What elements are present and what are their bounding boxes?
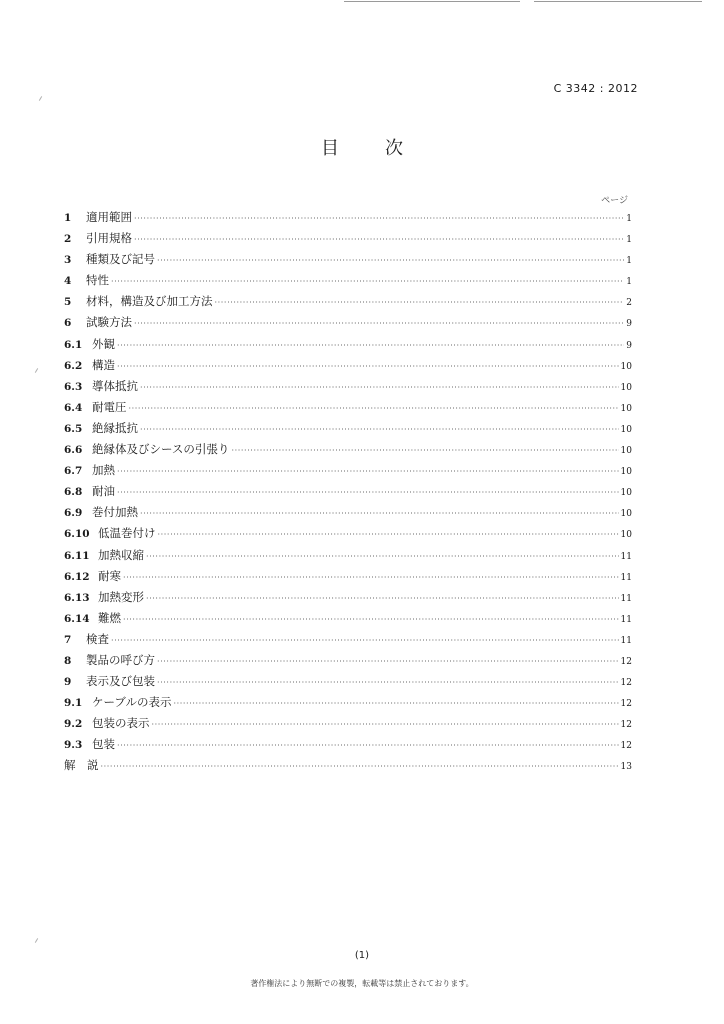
toc-entry-number: 9.1 [64,697,83,710]
toc-entry-title: 表示及び包装 [86,674,155,689]
dot-leader [140,503,619,524]
dot-leader [231,440,618,461]
toc-entry-number: 7 [64,633,72,646]
toc-entry-title: 加熱変形 [98,589,144,604]
toc-entry[interactable] [64,734,632,755]
dot-leader [157,672,619,693]
toc-entry-number: 6.11 [64,549,90,562]
toc-entry-title: 検査 [86,631,109,646]
toc-entry[interactable] [64,481,632,502]
dot-leader [152,714,619,735]
toc-entry[interactable] [64,397,632,418]
dot-leader [117,461,619,482]
dot-leader [123,609,619,630]
toc-entry-number: 4 [64,275,72,288]
toc-entry-page: 11 [620,551,632,562]
toc-entry-title: 包装の表示 [92,716,150,731]
toc-entry-title: 絶縁抵抗 [92,420,138,435]
toc-entry-number: 2 [64,233,72,246]
toc-entry-page: 11 [620,572,632,583]
toc-entry[interactable] [64,228,632,249]
toc-entry-title: 構造 [92,357,115,372]
toc-entry[interactable] [64,270,632,291]
toc-entry-number: 6.3 [64,380,83,393]
dot-leader [134,313,624,334]
toc-entry-page: 12 [620,720,632,731]
toc-entry-number: 9 [64,676,72,689]
toc-entry[interactable] [64,312,632,333]
scan-speck [35,368,38,373]
toc-entry-title: 外観 [92,336,115,351]
toc-entry[interactable] [64,650,632,671]
toc-entry-page: 9 [626,340,632,351]
toc-entry-title: 加熱収縮 [98,547,144,562]
toc-entry-number: 8 [64,654,72,667]
toc-entry-page: 2 [626,298,632,309]
toc-entry-page: 13 [620,762,632,773]
dot-leader [173,693,618,714]
dot-leader [158,524,619,545]
toc-entry-title: 包装 [92,737,115,752]
toc-entry[interactable] [64,418,632,439]
dot-leader [146,588,619,609]
toc-entry[interactable] [64,545,632,566]
dot-leader [101,756,619,777]
scan-speck [35,938,38,943]
toc-entry[interactable] [64,249,632,270]
toc-entry-title: 巻付加熱 [92,505,138,520]
toc-entry-page: 9 [626,319,632,330]
toc-entry-page: 11 [620,635,632,646]
toc-entry[interactable] [64,671,632,692]
scan-artifact-line [344,1,520,2]
toc-entry[interactable] [64,692,632,713]
dot-leader [117,735,619,756]
toc-entry-title: 材料，構造及び加工方法 [86,294,213,309]
toc-entry-number: 6.8 [64,486,83,499]
dot-leader [111,630,619,651]
toc-entry-page: 10 [620,446,632,457]
toc-entry-title: 耐寒 [98,568,121,583]
toc-entry-number: 1 [64,212,72,224]
dot-leader [146,546,619,567]
toc-entry-number: 6.1 [64,338,83,351]
toc-entry-page: 11 [620,614,632,625]
toc-entry[interactable] [64,566,632,587]
toc-entry-page: 12 [620,699,632,710]
toc-entry-title: 加熱 [92,463,115,478]
toc-entry-title: 絶縁体及びシースの引張り [92,442,230,457]
toc-entry[interactable] [64,523,632,544]
dot-leader [129,398,619,419]
toc-entry-title: 難燃 [98,610,121,625]
dot-leader [140,377,619,398]
toc-entry-number: 5 [64,296,72,309]
toc-entry-title: 低温巻付け [98,526,156,541]
page-title: 目 次 [321,138,417,159]
toc-entry-page: 10 [620,467,632,478]
toc-entry-title: 導体抵抗 [92,378,138,393]
toc-entry-page: 10 [620,382,632,393]
toc-entry-page: 12 [620,656,632,667]
dot-leader [140,419,619,440]
page-column-label: ページ [601,196,628,206]
dot-leader [215,292,625,313]
dot-leader [117,356,619,377]
toc-entry-number: 6.6 [64,444,83,457]
toc-entry-number: 9.2 [64,718,83,731]
toc-entry-page: 10 [620,424,632,435]
scan-artifact-line [534,1,702,2]
toc-entry[interactable] [64,629,632,650]
toc-entry-page: 1 [626,214,632,224]
toc-entry-title: 解 説 [64,758,99,773]
toc-entry-number: 6.7 [64,465,83,478]
dot-leader [134,229,624,250]
toc-entry[interactable] [64,502,632,523]
page-number: (1) [354,950,370,961]
toc-entry-page: 1 [626,256,632,267]
toc-entry-title: 引用規格 [86,231,132,246]
toc-entry[interactable] [64,713,632,734]
dot-leader [117,482,619,503]
toc-entry-title: 種類及び記号 [86,252,155,267]
copyright-notice: 著作権法により無断での複製，転載等は禁止されております。 [250,979,474,988]
toc-entry-page: 12 [620,741,632,752]
toc-entry-title: ケーブルの表示 [92,695,172,710]
toc-entry-page: 10 [620,403,632,414]
toc-entry[interactable] [64,608,632,629]
toc-entry-page: 11 [620,593,632,604]
toc-entry[interactable] [64,334,632,355]
toc-entry-page: 10 [620,488,632,499]
toc-entry-number: 6.9 [64,507,83,520]
toc-entry[interactable] [64,755,632,776]
toc-entry-page: 10 [620,509,632,520]
dot-leader [111,271,624,292]
toc-entry-page: 10 [620,361,632,372]
toc-entry[interactable] [64,587,632,608]
toc-entry-page: 10 [620,530,632,541]
toc-entry-number: 6.13 [64,591,90,604]
dot-leader [134,208,624,229]
toc-entry-title: 適用範囲 [86,210,132,224]
toc-entry-number: 6 [64,317,72,330]
toc-entry-title: 製品の呼び方 [86,652,155,667]
toc-entry-page: 12 [620,678,632,689]
toc-entry-number: 6.4 [64,401,83,414]
toc-entry[interactable] [64,439,632,460]
toc-entry-number: 3 [64,254,72,267]
toc-entry-title: 試験方法 [86,315,132,330]
toc-entry-title: 耐電圧 [92,399,127,414]
toc-entry-number: 6.5 [64,422,83,435]
table-of-contents [64,207,632,777]
standard-id: C 3342 : 2012 [553,82,638,95]
toc-entry[interactable] [64,355,632,376]
toc-entry-title: 耐油 [92,484,115,499]
toc-entry[interactable] [64,460,632,481]
toc-entry-number: 9.3 [64,739,83,752]
scan-speck [39,96,42,101]
toc-entry-title: 特性 [86,273,109,288]
toc-entry-page: 1 [626,235,632,246]
toc-entry-number: 6.12 [64,570,90,583]
toc-entry[interactable] [64,376,632,397]
toc-entry[interactable] [64,207,632,228]
toc-entry-page: 1 [626,277,632,288]
toc-entry-number: 6.2 [64,359,83,372]
dot-leader [117,335,624,356]
dot-leader [123,567,619,588]
toc-entry[interactable] [64,291,632,312]
dot-leader [157,250,624,271]
toc-entry-number: 6.10 [64,528,90,541]
dot-leader [157,651,619,672]
toc-entry-number: 6.14 [64,612,90,625]
